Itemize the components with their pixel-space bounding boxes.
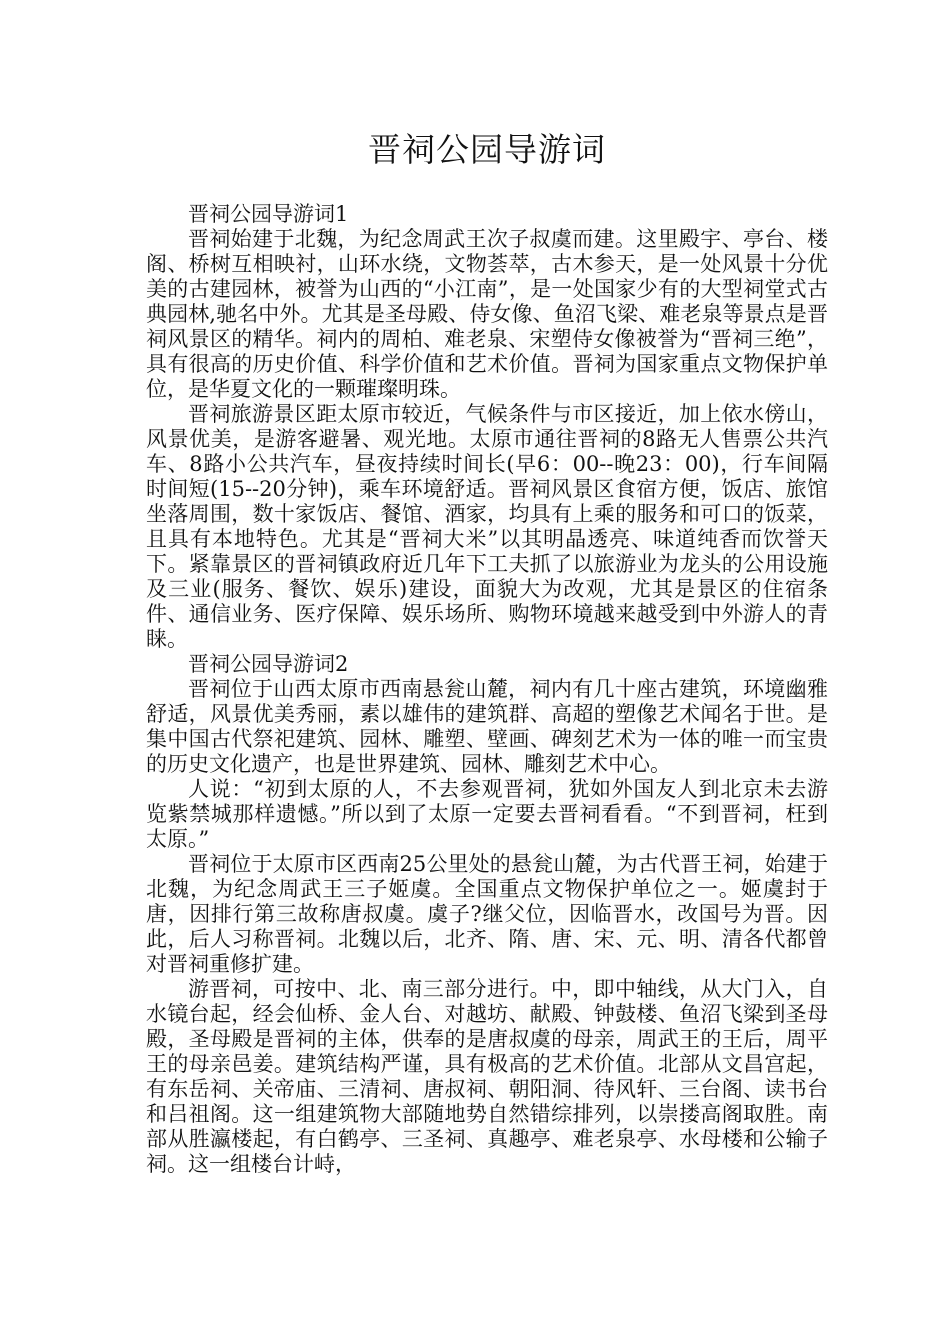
paragraph: 晋祠始建于北魏，为纪念周武王次子叔虞而建。这里殿宇、亭台、楼阁、桥树互相映衬，山环水绕，文物荟萃，古木参天，是一处风景十分优美的古建园林，被誉为山西的“小江南”，是一处国家少有的大型祠堂式古典园林,驰名中外。尤其是圣母殿、侍女像、鱼沼飞梁、难老泉等景点是晋祠风景区的精华。祠内的周柏、难老泉、宋塑侍女像被誉为“晋祠三绝”，具有很高的历史价值、科学价值和艺术价值。晋祠为国家重点文物保护单位，是华夏文化的一颗璀璨明珠。	[146, 227, 828, 401]
paragraph: 晋祠位于山西太原市西南悬瓮山麓，祠内有几十座古建筑，环境幽雅舒适，风景优美秀丽，素以雄伟的建筑群、高超的塑像艺术闻名于世。是集中国古代祭祀建筑、园林、雕塑、壁画、碑刻艺术为一体的唯一而宝贵的历史文化遗产，也是世界建筑、园林、雕刻艺术中心。	[146, 677, 828, 776]
document-body	[146, 202, 828, 1177]
paragraph: 人说：“初到太原的人，不去参观晋祠，犹如外国友人到北京未去游览紫禁城那样遗憾。”所以到了太原一定要去晋祠看看。“不到晋祠，枉到太原。”	[146, 777, 828, 851]
section-heading-1: 晋祠公园导游词1	[188, 202, 349, 226]
paragraph: 游晋祠，可按中、北、南三部分进行。中，即中轴线，从大门入，自水镜台起，经会仙桥、金人台、对越坊、献殿、钟鼓楼、鱼沼飞梁到圣母殿，圣母殿是晋祠的主体，供奉的是唐叔虞的母亲，周武王的王后，周平王的母亲邑姜。建筑结构严谨，具有极高的艺术价值。北部从文昌宫起，有东岳祠、关帝庙、三清祠、唐叔祠、朝阳洞、待风轩、三台阁、读书台和吕祖阁。这一组建筑物大部随地势自然错综排列，以崇搂高阁取胜。南部从胜瀛楼起，有白鹤亭、三圣祠、真趣亭、难老泉亭、水母楼和公输子祠。这一组楼台计峙，	[146, 977, 828, 1176]
document-title: 晋祠公园导游词	[368, 130, 606, 169]
section-heading-2: 晋祠公园导游词2	[188, 652, 349, 676]
paragraph: 晋祠旅游景区距太原市较近，气候条件与市区接近，加上依水傍山，风景优美，是游客避暑、观光地。太原市通往晋祠的8路无人售票公共汽车、8路小公共汽车，昼夜持续时间长(早6：00--晚23：00)，行车间隔时间短(15--20分钟)，乘车环境舒适。晋祠风景区食宿方便，饭店、旅馆坐落周围，数十家饭店、餐馆、酒家，均具有上乘的服务和可口的饭菜，且具有本地特色。尤其是“晋祠大米”以其明晶透亮、味道纯香而饮誉天下。紧靠景区的晋祠镇政府近几年下工夫抓了以旅游业为龙头的公用设施及三业(服务、餐饮、娱乐)建设，面貌大为改观，尤其是景区的住宿条件、通信业务、医疗保障、娱乐场所、购物环境越来越受到中外游人的青睐。	[146, 402, 828, 651]
paragraph: 晋祠位于太原市区西南25公里处的悬瓮山麓，为古代晋王祠，始建于北魏，为纪念周武王三子姬虞。全国重点文物保护单位之一。姬虞封于唐，因排行第三故称唐叔虞。虞子?继父位，因临晋水，改国号为晋。因此，后人习称晋祠。北魏以后，北齐、隋、唐、宋、元、明、清各代都曾对晋祠重修扩建。	[146, 852, 828, 976]
document-page	[146, 0, 828, 1177]
